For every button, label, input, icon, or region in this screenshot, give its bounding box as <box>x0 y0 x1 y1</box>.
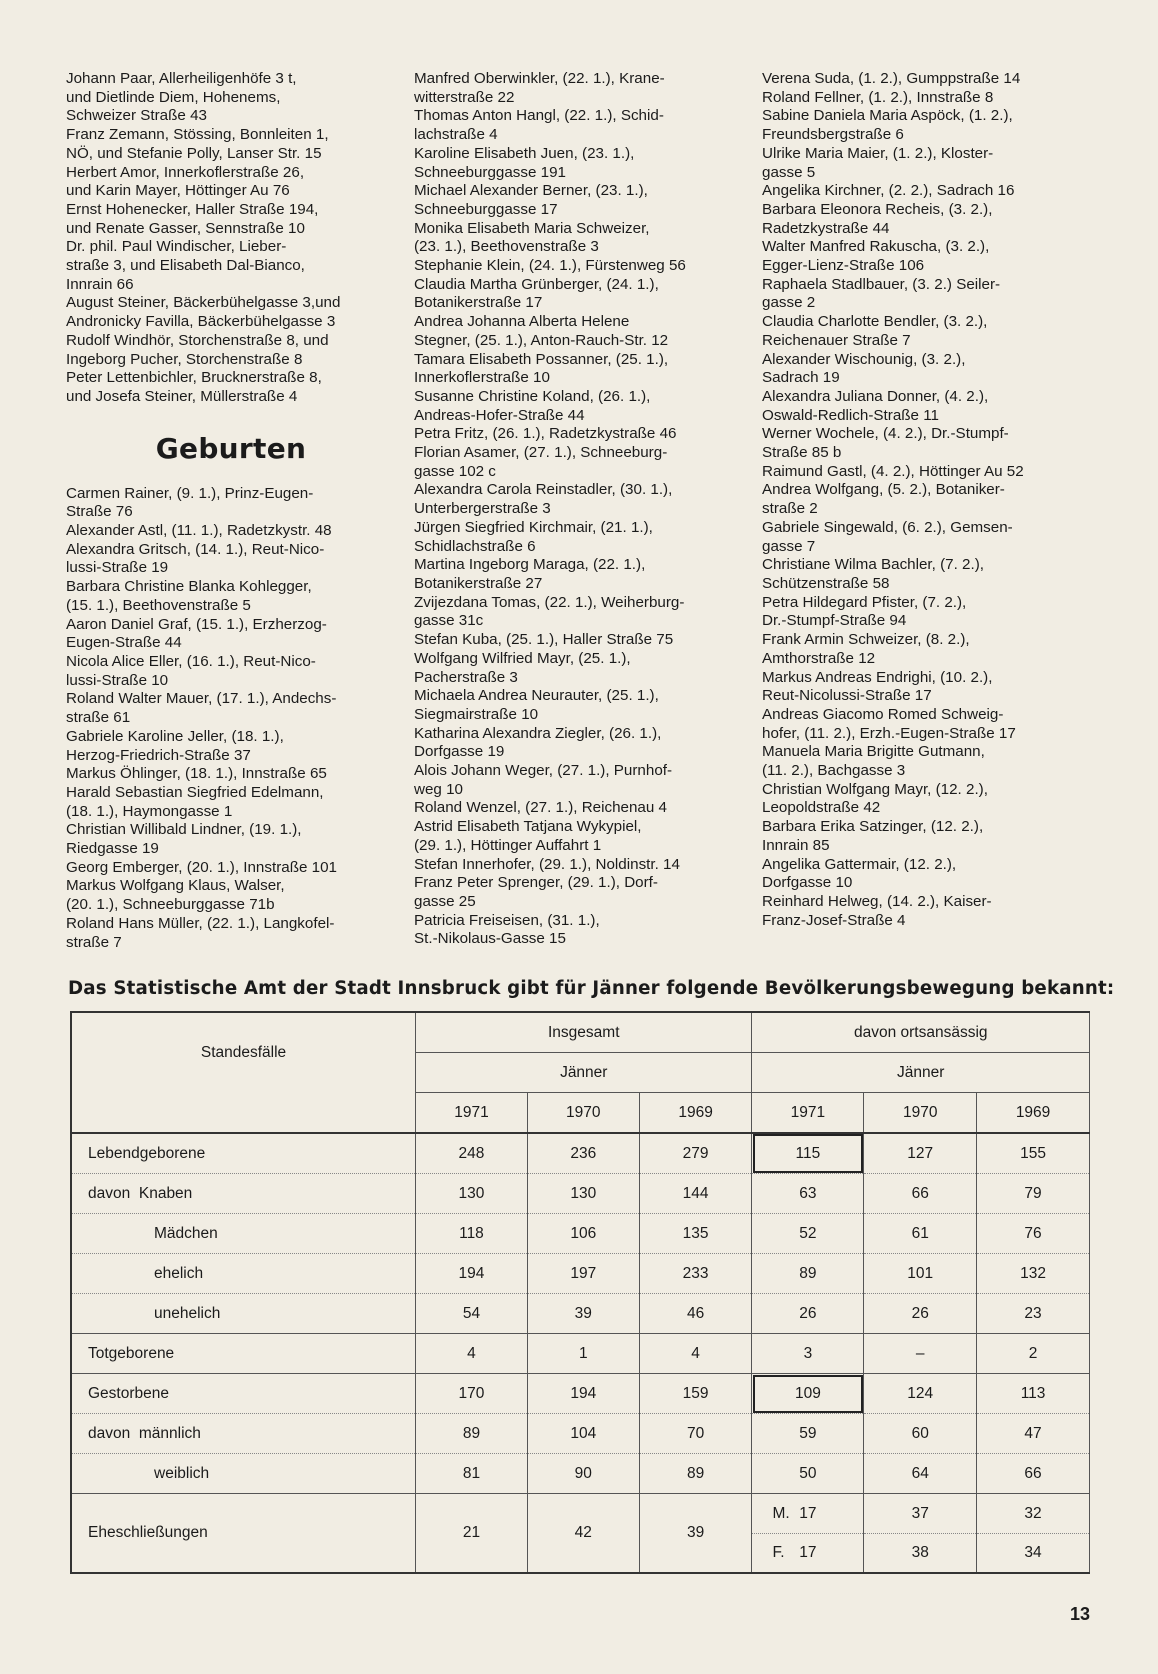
table-cell: 59 <box>752 1414 864 1454</box>
table-cell: 46 <box>639 1294 752 1334</box>
table-cell: 194 <box>416 1254 528 1294</box>
marriage-entry-line: Schweizer Straße 43 <box>66 107 207 125</box>
table-cell: 233 <box>639 1254 752 1294</box>
table-row <box>71 1254 1090 1294</box>
table-cell: 70 <box>639 1414 752 1454</box>
birth-entry-line: straße 61 <box>66 709 131 727</box>
marriage-entry-line: Ernst Hohenecker, Haller Straße 194, <box>66 200 319 218</box>
table-row <box>71 1133 1090 1174</box>
birth-entry-line: Martina Ingeborg Maraga, (22. 1.), <box>414 556 646 574</box>
birth-entry-line: Tamara Elisabeth Possanner, (25. 1.), <box>414 350 669 368</box>
birth-entry-line: Alexandra Gritsch, (14. 1.), Reut-Nico- <box>66 540 325 558</box>
birth-entry-line: Florian Asamer, (27. 1.), Schneeburg- <box>414 444 668 462</box>
table-cell: 89 <box>639 1454 752 1494</box>
statistics-title: Das Statistische Amt der Stadt Innsbruck gibt für Jänner folgende Bevölkerungsbewegung bekannt: <box>68 978 1115 999</box>
birth-entry-line: Susanne Christine Koland, (26. 1.), <box>414 387 651 405</box>
birth-entry-line: (23. 1.), Beethovenstraße 3 <box>414 238 599 256</box>
birth-entry-line: Michael Alexander Berner, (23. 1.), <box>414 182 648 200</box>
table-cell: 47 <box>977 1414 1090 1454</box>
birth-entry-line: Verena Suda, (1. 2.), Gumppstraße 14 <box>762 70 1021 87</box>
table-cell: 52 <box>752 1214 864 1254</box>
birth-entry-line: Christiane Wilma Bachler, (7. 2.), <box>762 556 984 574</box>
page-number: 13 <box>1070 1604 1091 1624</box>
table-cell: 130 <box>416 1174 528 1214</box>
year-header: 1970 <box>527 1093 639 1134</box>
birth-entry-line: Aaron Daniel Graf, (15. 1.), Erzherzog- <box>66 615 327 633</box>
female-subrow <box>752 1534 863 1572</box>
table-cell: 170 <box>416 1374 528 1414</box>
birth-entry-line: Franz Peter Sprenger, (29. 1.), Dorf- <box>414 874 658 892</box>
birth-entry-line: Angelika Kirchner, (2. 2.), Sadrach 16 <box>762 182 1015 200</box>
marriage-entry-line: Dr. phil. Paul Windischer, Lieber- <box>66 238 287 256</box>
birth-entry-line: Manfred Oberwinkler, (22. 1.), Krane- <box>414 70 665 87</box>
birth-entry-line: Jürgen Siegfried Kirchmair, (21. 1.), <box>414 518 653 536</box>
birth-entry-line: Innerkoflerstraße 10 <box>414 369 550 387</box>
birth-entry-line: gasse 25 <box>414 892 476 910</box>
birth-entry-line: gasse 102 c <box>414 462 496 480</box>
birth-entry-line: (29. 1.), Höttinger Auffahrt 1 <box>414 836 602 854</box>
text-column-1 <box>66 70 396 952</box>
table-cell: 17 <box>799 1504 817 1522</box>
marriage-entry-line: Herbert Amor, Innerkoflerstraße 26, <box>66 163 305 181</box>
marriage-entry-line: und Renate Gasser, Sennstraße 10 <box>66 219 305 237</box>
table-cell: 79 <box>977 1174 1090 1214</box>
table-cell: 194 <box>527 1374 639 1414</box>
table-row <box>71 1214 1090 1254</box>
marriage-entry-line: Rudolf Windhör, Storchenstraße 8, und <box>66 331 329 349</box>
table-cell: 4 <box>416 1334 528 1374</box>
table-cell: 23 <box>977 1294 1090 1334</box>
population-statistics-table <box>70 1011 1090 1574</box>
row-label: Lebendgeborene <box>71 1133 416 1174</box>
marriage-entry-line: Andronicky Favilla, Bäckerbühelgasse 3 <box>66 313 336 331</box>
table-row <box>71 1414 1090 1454</box>
table-cell: – <box>864 1334 977 1374</box>
birth-entry-line: Schneeburggasse 17 <box>414 200 558 218</box>
table-cell: 159 <box>639 1374 752 1414</box>
birth-entry-line: Roland Walter Mauer, (17. 1.), Andechs- <box>66 690 337 708</box>
birth-entry-line: Botanikerstraße 27 <box>414 574 543 592</box>
birth-entry-line: Claudia Charlotte Bendler, (3. 2.), <box>762 313 988 331</box>
table-cell: 60 <box>864 1414 977 1454</box>
table-cell: 104 <box>527 1414 639 1454</box>
birth-entry-line: Thomas Anton Hangl, (22. 1.), Schid- <box>414 107 664 125</box>
table-cell: 118 <box>416 1214 528 1254</box>
marriage-entry-line: straße 3, und Elisabeth Dal-Bianco, <box>66 257 305 275</box>
table-cell: 61 <box>864 1214 977 1254</box>
birth-entry-line: gasse 7 <box>762 537 816 555</box>
birth-entry-line: Gabriele Singewald, (6. 2.), Gemsen- <box>762 518 1013 536</box>
table-cell: 1 <box>527 1334 639 1374</box>
birth-entry-line: straße 2 <box>762 500 818 518</box>
birth-entry-line: Stefan Kuba, (25. 1.), Haller Straße 75 <box>414 631 674 649</box>
birth-entry-line: Riedgasse 19 <box>66 840 159 858</box>
table-cell: 155 <box>977 1133 1090 1174</box>
birth-entry-line: gasse 5 <box>762 163 816 181</box>
birth-entry-line: Stegner, (25. 1.), Anton-Rauch-Str. 12 <box>414 331 669 349</box>
birth-entry-line: (18. 1.), Haymongasse 1 <box>66 802 233 820</box>
birth-entry-line: Roland Fellner, (1. 2.), Innstraße 8 <box>762 88 994 106</box>
birth-entry-line: Frank Armin Schweizer, (8. 2.), <box>762 631 970 649</box>
birth-entry-line: Botanikerstraße 17 <box>414 294 543 312</box>
birth-entry-line: Straße 76 <box>66 503 133 521</box>
birth-entry-line: Astrid Elisabeth Tatjana Wykypiel, <box>414 818 642 836</box>
birth-entry-line: Wolfgang Wilfried Mayr, (25. 1.), <box>414 649 631 667</box>
birth-entry-line: Innrain 85 <box>762 836 830 854</box>
row-label: Totgeborene <box>71 1334 416 1374</box>
marriage-entry-line: Ingeborg Pucher, Storchenstraße 8 <box>66 350 303 368</box>
text-column-3 <box>762 70 1092 930</box>
birth-entry-line: Carmen Rainer, (9. 1.), Prinz-Eugen- <box>66 484 314 502</box>
year-header: 1971 <box>416 1093 528 1134</box>
table-cell: 2 <box>977 1334 1090 1374</box>
birth-entry-line: Andreas-Hofer-Straße 44 <box>414 406 585 424</box>
birth-entry-line: straße 7 <box>66 933 122 951</box>
table-cell: 54 <box>416 1294 528 1334</box>
table-cell: 113 <box>977 1374 1090 1414</box>
birth-entry-line: Barbara Eleonora Recheis, (3. 2.), <box>762 200 993 218</box>
birth-entry-line: Georg Emberger, (20. 1.), Innstraße 101 <box>66 858 337 876</box>
row-label <box>71 1174 416 1214</box>
birth-entry-line: Petra Hildegard Pfister, (7. 2.), <box>762 593 967 611</box>
birth-entry-line: Radetzkystraße 44 <box>762 219 890 237</box>
birth-entry-line: Eugen-Straße 44 <box>66 634 182 652</box>
table-cell: 66 <box>977 1454 1090 1494</box>
birth-entry-line: Katharina Alexandra Ziegler, (26. 1.), <box>414 724 662 742</box>
birth-entry-line: Harald Sebastian Siegfried Edelmann, <box>66 783 324 801</box>
table-cell: 127 <box>864 1133 977 1174</box>
birth-entry-line: St.-Nikolaus-Gasse 15 <box>414 930 566 948</box>
table-row <box>71 1334 1090 1374</box>
birth-entry-line: Markus Andreas Endrighi, (10. 2.), <box>762 668 993 686</box>
birth-entry-line: lussi-Straße 10 <box>66 671 169 689</box>
birth-entry-line: Raimund Gastl, (4. 2.), Höttinger Au 52 <box>762 462 1024 480</box>
table-cell: 32 <box>977 1495 1089 1534</box>
row-label: Mädchen <box>71 1214 416 1254</box>
birth-entry-line: gasse 31c <box>414 612 484 630</box>
table-row <box>71 1454 1090 1494</box>
birth-entry-line: Dorfgasse 10 <box>762 874 853 892</box>
birth-entry-line: Karoline Elisabeth Juen, (23. 1.), <box>414 144 635 162</box>
birth-entry-line: Walter Manfred Rakuscha, (3. 2.), <box>762 238 990 256</box>
marriage-entry-line: und Dietlinde Diem, Hohenems, <box>66 88 281 106</box>
male-subrow <box>752 1495 863 1534</box>
row-label: ehelich <box>71 1254 416 1294</box>
birth-entry-line: Manuela Maria Brigitte Gutmann, <box>762 743 985 761</box>
birth-entry-line: Ulrike Maria Maier, (1. 2.), Kloster- <box>762 144 994 162</box>
month-header: Jänner <box>752 1053 1090 1093</box>
table-cell-highlighted: 109 <box>752 1374 864 1414</box>
row-label: weiblich <box>71 1454 416 1494</box>
birth-entry-line: Egger-Lienz-Straße 106 <box>762 257 925 275</box>
table-cell: 37 <box>864 1495 976 1534</box>
table-cell: 89 <box>416 1414 528 1454</box>
birth-entry-line: Reinhard Helweg, (14. 2.), Kaiser- <box>762 892 992 910</box>
table-cell: 39 <box>527 1294 639 1334</box>
table-cell: 197 <box>527 1254 639 1294</box>
birth-entry-line: Oswald-Redlich-Straße 11 <box>762 406 939 424</box>
marriage-entry-line: NÖ, und Stefanie Polly, Lanser Str. 15 <box>66 144 322 162</box>
birth-entry-line: weg 10 <box>414 780 463 798</box>
table-cell-highlighted: 115 <box>752 1133 864 1174</box>
birth-entry-line: Markus Öhlinger, (18. 1.), Innstraße 65 <box>66 765 327 783</box>
birth-entry-line: Sadrach 19 <box>762 369 840 387</box>
row-label: Eheschließungen <box>71 1494 416 1574</box>
marriages-local-1969 <box>977 1494 1090 1574</box>
table-cell: 4 <box>639 1334 752 1374</box>
table-cell: 279 <box>639 1133 752 1174</box>
table-cell: 21 <box>416 1494 528 1574</box>
birth-entry-line: Reut-Nicolussi-Straße 17 <box>762 687 932 705</box>
birth-entry-line: Raphaela Stadlbauer, (3. 2.) Seiler- <box>762 275 1001 293</box>
marriage-entry-line: Franz Zemann, Stössing, Bonnleiten 1, <box>66 126 329 144</box>
birth-entry-line: Stephanie Klein, (24. 1.), Fürstenweg 56 <box>414 257 686 275</box>
table-cell: 89 <box>752 1254 864 1294</box>
birth-entry-line: Pacherstraße 3 <box>414 668 518 686</box>
table-cell: 90 <box>527 1454 639 1494</box>
month-header: Jänner <box>416 1053 752 1093</box>
year-header: 1969 <box>639 1093 752 1134</box>
birth-entry-line: (11. 2.), Bachgasse 3 <box>762 762 906 780</box>
table-cell: 76 <box>977 1214 1090 1254</box>
birth-entry-line: Christian Willibald Lindner, (19. 1.), <box>66 821 302 839</box>
row-prefix: davon <box>88 1184 131 1202</box>
birth-entry-line: Dr.-Stumpf-Straße 94 <box>762 612 907 630</box>
row-prefix: davon <box>88 1424 131 1442</box>
marriage-entry-line: Innrain 66 <box>66 275 134 293</box>
birth-entry-line: Herzog-Friedrich-Straße 37 <box>66 746 251 764</box>
row-label-text: männlich <box>138 1424 201 1442</box>
birth-entry-line: Amthorstraße 12 <box>762 649 876 667</box>
birth-entry-line: lachstraße 4 <box>414 126 498 144</box>
birth-entry-line: Andreas Giacomo Romed Schweig- <box>762 705 1004 723</box>
table-row-marriages <box>71 1494 1090 1574</box>
birth-entry-line: Stefan Innerhofer, (29. 1.), Noldinstr. 14 <box>414 855 680 873</box>
birth-entry-line: Zvijezdana Tomas, (22. 1.), Weiherburg- <box>414 593 685 611</box>
birth-entry-line: Reichenauer Straße 7 <box>762 331 911 349</box>
table-cell: 124 <box>864 1374 977 1414</box>
birth-entry-line: Alexander Wischounig, (3. 2.), <box>762 350 966 368</box>
marriage-entry-line: Peter Lettenbichler, Brucknerstraße 8, <box>66 369 322 387</box>
table-cell: 50 <box>752 1454 864 1494</box>
birth-entry-line: hofer, (11. 2.), Erzh.-Eugen-Straße 17 <box>762 724 1016 742</box>
table-cell: 132 <box>977 1254 1090 1294</box>
table-cell: 248 <box>416 1133 528 1174</box>
table-cell: 26 <box>752 1294 864 1334</box>
table-cell: 144 <box>639 1174 752 1214</box>
female-label: F. <box>772 1543 785 1561</box>
birth-entry-line: Leopoldstraße 42 <box>762 799 881 817</box>
birth-entry-line: Monika Elisabeth Maria Schweizer, <box>414 219 650 237</box>
birth-entry-line: Franz-Josef-Straße 4 <box>762 911 906 929</box>
empty-header-cell <box>71 1093 416 1134</box>
row-label: unehelich <box>71 1294 416 1334</box>
birth-entry-line: witterstraße 22 <box>414 88 515 106</box>
marriage-entry-line: und Josefa Steiner, Müllerstraße 4 <box>66 387 298 405</box>
birth-entry-line: Freundsbergstraße 6 <box>762 126 904 144</box>
birth-entry-line: Andrea Johanna Alberta Helene <box>414 313 630 331</box>
table-cell: 66 <box>864 1174 977 1214</box>
marriages-local-1970 <box>864 1494 977 1574</box>
table-cell: 3 <box>752 1334 864 1374</box>
birth-entry-line: Andrea Wolfgang, (5. 2.), Botaniker- <box>762 481 1005 499</box>
table-cell: 101 <box>864 1254 977 1294</box>
birth-entry-line: Christian Wolfgang Mayr, (12. 2.), <box>762 780 988 798</box>
marriage-entry-line: und Karin Mayer, Höttinger Au 76 <box>66 182 290 200</box>
table-cell: 34 <box>1024 1543 1042 1561</box>
birth-entry-line: Markus Wolfgang Klaus, Walser, <box>66 877 285 895</box>
table-cell: 64 <box>864 1454 977 1494</box>
birth-entry-line: (15. 1.), Beethovenstraße 5 <box>66 596 251 614</box>
year-header: 1970 <box>864 1093 977 1134</box>
group-total-header: Insgesamt <box>416 1012 752 1053</box>
birth-entry-line: Roland Wenzel, (27. 1.), Reichenau 4 <box>414 799 667 817</box>
birth-entry-line: lussi-Straße 19 <box>66 559 169 577</box>
header-row-groups <box>71 1012 1090 1053</box>
table-cell: 135 <box>639 1214 752 1254</box>
births-heading: Geburten <box>155 431 307 465</box>
birth-entry-line: Schützenstraße 58 <box>762 574 890 592</box>
birth-entry-line: Alois Johann Weger, (27. 1.), Purnhof- <box>414 762 673 780</box>
table-cell: 39 <box>639 1494 752 1574</box>
birth-entry-line: Dorfgasse 19 <box>414 743 505 761</box>
table-cell: 17 <box>799 1543 817 1561</box>
table-cell: 81 <box>416 1454 528 1494</box>
year-header: 1969 <box>977 1093 1090 1134</box>
marriages-local-1971 <box>752 1494 864 1574</box>
year-header: 1971 <box>752 1093 864 1134</box>
birth-entry-line: Barbara Erika Satzinger, (12. 2.), <box>762 818 984 836</box>
table-cell: 26 <box>864 1294 977 1334</box>
birth-entry-line: Schneeburggasse 191 <box>414 163 566 181</box>
birth-entry-line: Sabine Daniela Maria Aspöck, (1. 2.), <box>762 107 1013 125</box>
birth-entry-line: Alexandra Juliana Donner, (4. 2.), <box>762 387 989 405</box>
birth-entry-line: Siegmairstraße 10 <box>414 705 539 723</box>
birth-entry-line: Gabriele Karoline Jeller, (18. 1.), <box>66 727 284 745</box>
marriage-entry-line: August Steiner, Bäckerbühelgasse 3,und <box>66 294 341 312</box>
birth-entry-line: Petra Fritz, (26. 1.), Radetzkystraße 46 <box>414 425 677 443</box>
row-label-text: Knaben <box>138 1184 193 1202</box>
birth-entry-line: Schidlachstraße 6 <box>414 537 536 555</box>
table-row <box>71 1374 1090 1414</box>
birth-entry-line: gasse 2 <box>762 294 816 312</box>
birth-entry-line: (20. 1.), Schneeburggasse 71b <box>66 896 275 914</box>
birth-entry-line: Unterbergerstraße 3 <box>414 500 551 518</box>
birth-entry-line: Alexandra Carola Reinstadler, (30. 1.), <box>414 481 673 499</box>
standesfaelle-header: Standesfälle <box>71 1012 416 1093</box>
birth-entry-line: Nicola Alice Eller, (16. 1.), Reut-Nico- <box>66 652 316 670</box>
table-cell: 42 <box>527 1494 639 1574</box>
group-local-header: davon ortsansässig <box>752 1012 1090 1053</box>
birth-entry-line: Alexander Astl, (11. 1.), Radetzkystr. 48 <box>66 522 332 540</box>
table-cell: 106 <box>527 1214 639 1254</box>
table-cell: 130 <box>527 1174 639 1214</box>
row-label <box>71 1414 416 1454</box>
table-row <box>71 1174 1090 1214</box>
birth-entry-line: Angelika Gattermair, (12. 2.), <box>762 855 957 873</box>
marriage-entry-line: Johann Paar, Allerheiligenhöfe 3 t, <box>66 70 297 87</box>
table-row <box>71 1294 1090 1334</box>
table-cell: 63 <box>752 1174 864 1214</box>
text-column-2 <box>414 70 744 949</box>
table-cell: 38 <box>911 1543 929 1561</box>
header-row-years <box>71 1093 1090 1134</box>
birth-entry-line: Patricia Freiseisen, (31. 1.), <box>414 911 600 929</box>
male-label: M. <box>772 1504 790 1522</box>
table-cell: 236 <box>527 1133 639 1174</box>
birth-entry-line: Michaela Andrea Neurauter, (25. 1.), <box>414 687 659 705</box>
birth-entry-line: Werner Wochele, (4. 2.), Dr.-Stumpf- <box>762 425 1009 443</box>
row-label: Gestorbene <box>71 1374 416 1414</box>
birth-entry-line: Claudia Martha Grünberger, (24. 1.), <box>414 275 659 293</box>
birth-entry-line: Straße 85 b <box>762 444 842 462</box>
birth-entry-line: Roland Hans Müller, (22. 1.), Langkofel- <box>66 914 335 932</box>
birth-entry-line: Barbara Christine Blanka Kohlegger, <box>66 578 312 596</box>
